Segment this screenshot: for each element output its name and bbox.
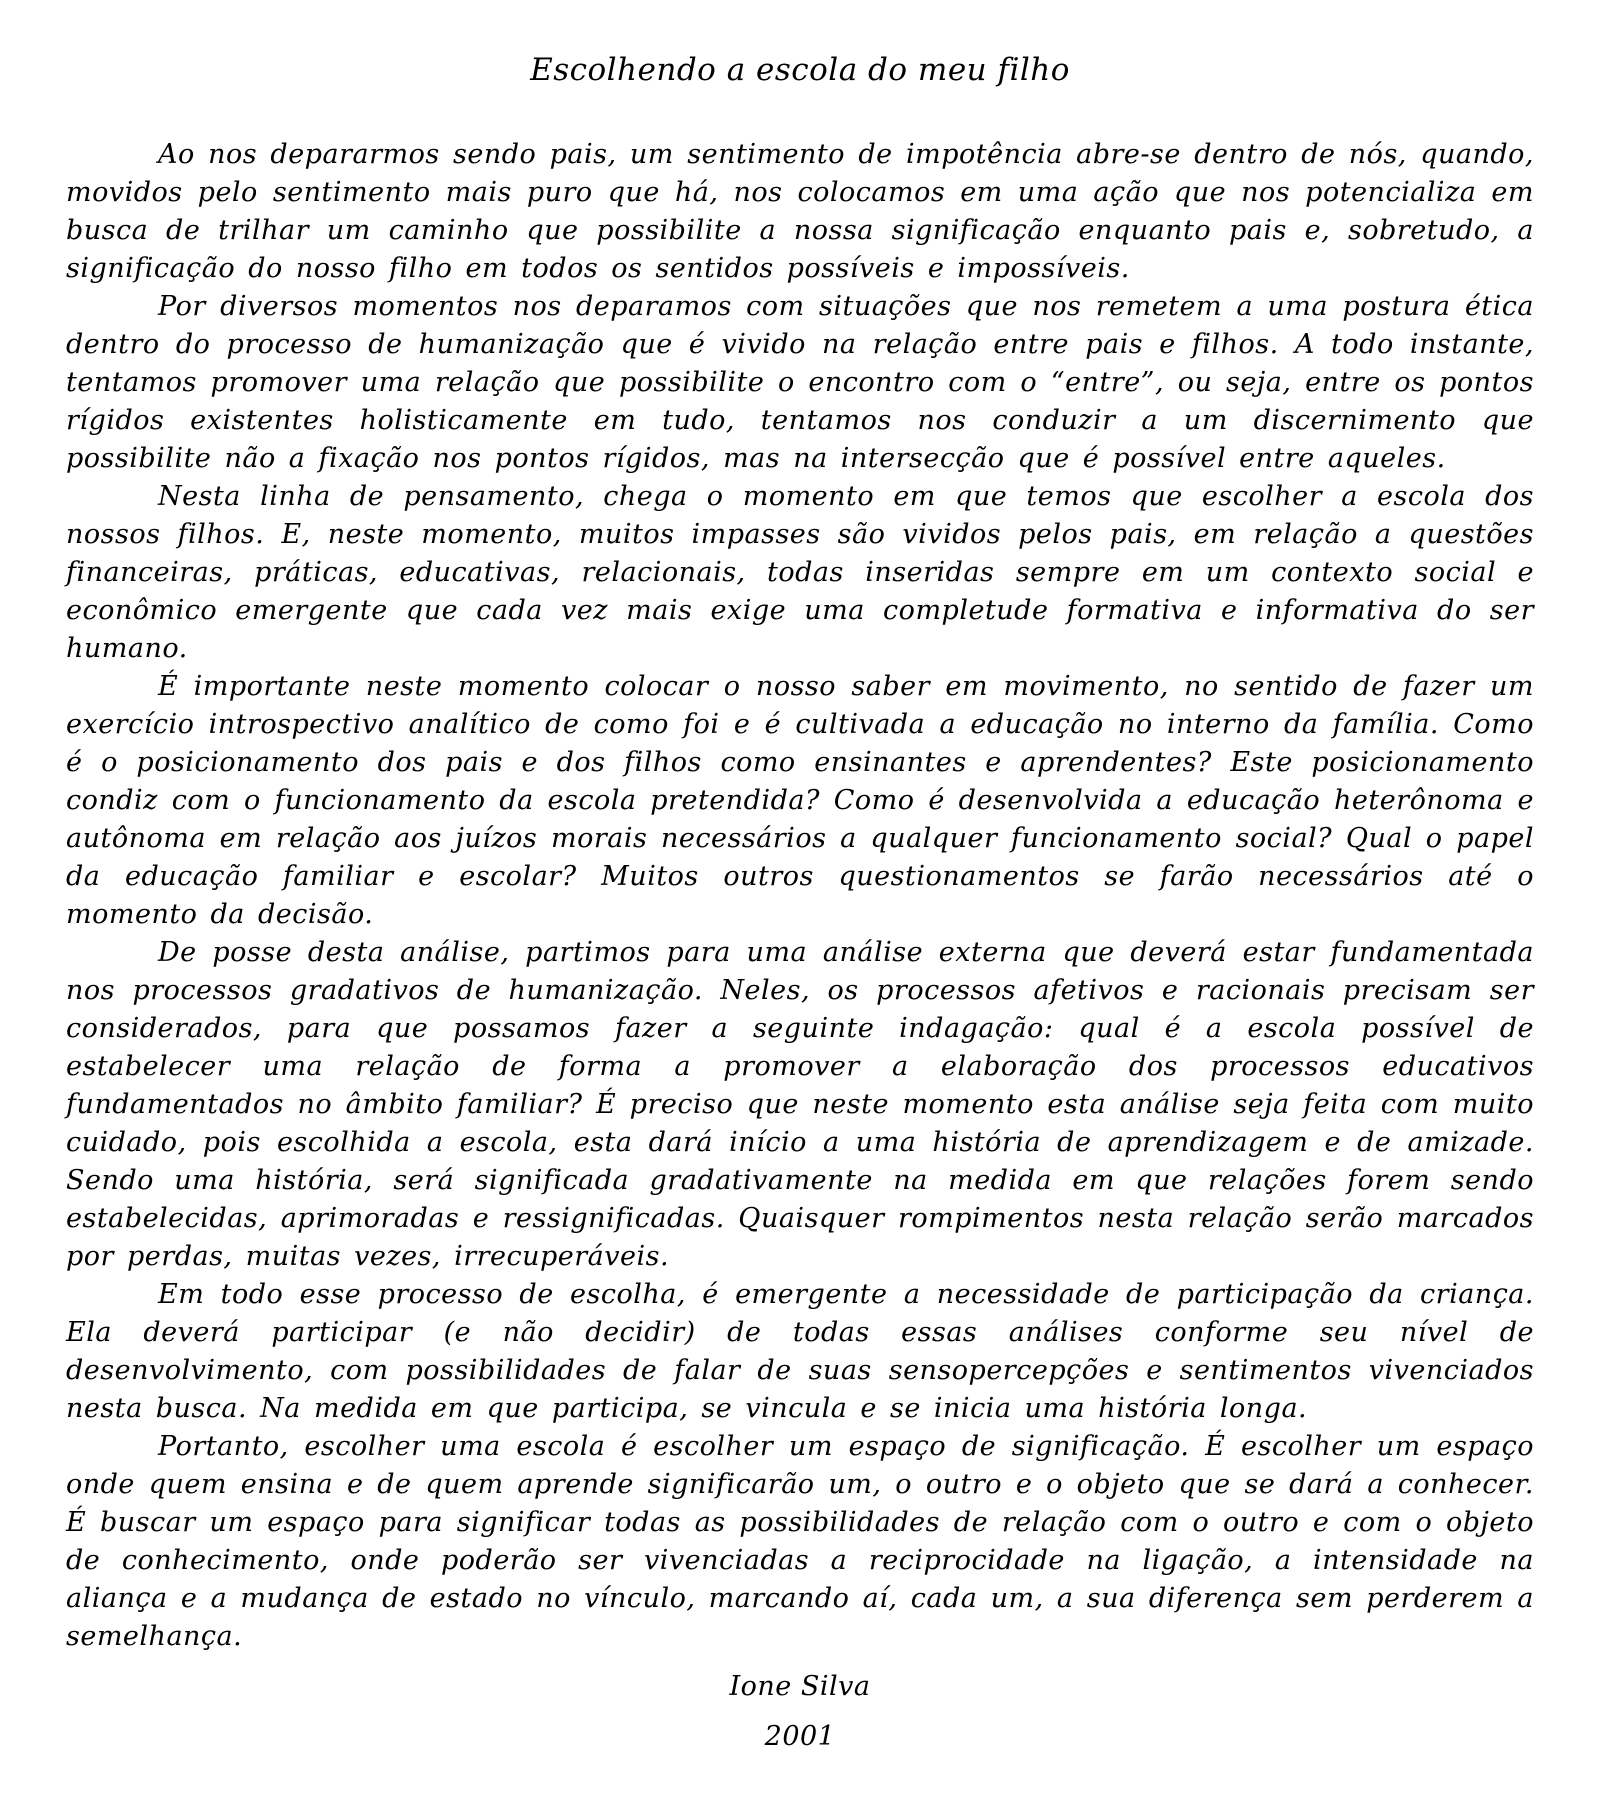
paragraph-6: Em todo esse processo de escolha, é emergente a necessidade de participação da criança. Ela deverá participar (e não decidir) de todas essas análises conforme seu nível de desenvolvimento, com possibilidades de falar de suas sensopercepções e sentimentos vivenciados nesta busca. Na medida em que participa, se vincula e se inicia uma história longa. [66, 1279, 1534, 1424]
signature-year: 2001 [764, 1721, 836, 1752]
paragraph-2: Por diversos momentos nos deparamos com situações que nos remetem a uma postura ética dentro do processo de humanização que é vivido na relação entre pais e filhos. A todo instante, tentamos promover uma relação que possibilite o encontro com o “entre”, ou seja, entre os pontos rígidos existentes holisticamente em tudo, tentamos nos conduzir a um discernimento que possibilite não a fixação nos pontos rígidos, mas na intersecção que é possível entre aqueles. [66, 291, 1534, 474]
paragraph-5: De posse desta análise, partimos para uma análise externa que deverá estar fundamentada nos processos gradativos de humanização. Neles, os processos afetivos e racionais precisam ser considerados, para que possamos fazer a seguinte indagação: qual é a escola possível de estabelecer uma relação de forma a promover a elaboração dos processos educativos fundamentados no âmbito familiar? É preciso que neste momento esta análise seja feita com muito cuidado, pois escolhida a escola, esta dará início a uma história de aprendizagem e de amizade. Sendo uma história, será significada gradativamente na medida em que relações forem sendo estabelecidas, aprimoradas e ressignificadas. Quaisquer rompimentos nesta relação serão marcados por perdas, muitas vezes, irrecuperáveis. [66, 937, 1534, 1272]
paragraph-3: Nesta linha de pensamento, chega o momento em que temos que escolher a escola dos nossos filhos. E, neste momento, muitos impasses são vividos pelos pais, em relação a questões financeiras, práticas, educativas, relacionais, todas inseridas sempre em um contexto social e econômico emergente que cada vez mais exige uma completude formativa e informativa do ser humano. [66, 481, 1534, 664]
paragraph-7: Portanto, escolher uma escola é escolher um espaço de significação. É escolher um espaço onde quem ensina e de quem aprende significarão um, o outro e o objeto que se dará a conhecer. É buscar um espaço para significar todas as possibilidades de relação com o outro e com o objeto de conhecimento, onde poderão ser vivenciadas a reciprocidade na ligação, a intensidade na aliança e a mudança de estado no vínculo, marcando aí, cada um, a sua diferença sem perderem a semelhança. [66, 1431, 1534, 1652]
paragraph-1: Ao nos depararmos sendo pais, um sentimento de impotência abre-se dentro de nós, quando, movidos pelo sentimento mais puro que há, nos colocamos em uma ação que nos potencializa em busca de trilhar um caminho que possibilite a nossa significação enquanto pais e, sobretudo, a significação do nosso filho em todos os sentidos possíveis e impossíveis. [66, 139, 1534, 284]
document-title: Escolhendo a escola do meu filho [530, 52, 1070, 88]
signature-block [66, 1662, 1534, 1762]
author-signature: Ione Silva [729, 1671, 871, 1702]
document-body [66, 136, 1534, 1656]
paragraph-4: É importante neste momento colocar o nosso saber em movimento, no sentido de fazer um exercício introspectivo analítico de como foi e é cultivada a educação no interno da família. Como é o posicionamento dos pais e dos filhos como ensinantes e aprendentes? Este posicionamento condiz com o funcionamento da escola pretendida? Como é desenvolvida a educação heterônoma e autônoma em relação aos juízos morais necessários a qualquer funcionamento social? Qual o papel da educação familiar e escolar? Muitos outros questionamentos se farão necessários até o momento da decisão. [66, 671, 1534, 930]
